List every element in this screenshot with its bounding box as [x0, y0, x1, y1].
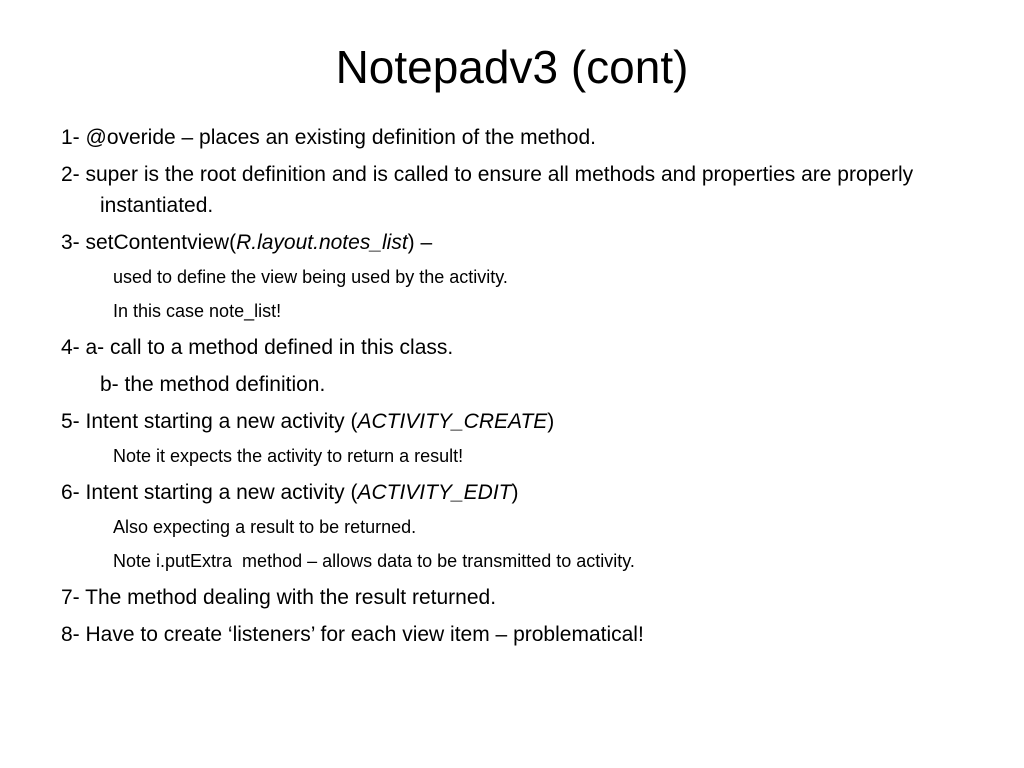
list-item-3 — [61, 227, 961, 258]
list-item-6-suffix: ) — [511, 481, 519, 504]
list-item-5-code: ACTIVITY_CREATE — [357, 410, 548, 433]
list-item-3-text: 3- setContentview( — [61, 231, 237, 254]
list-item-3-code: R.layout.notes_list — [236, 231, 408, 254]
list-item-6-code: ACTIVITY_EDIT — [357, 481, 512, 504]
sub-item-6-2: Note i.putExtra method – allows data to be transmitted to activity. — [113, 551, 635, 571]
sub-item-3-1: used to define the view being used by the activity. — [113, 267, 508, 287]
list-item-5-text: 5- Intent starting a new activity ( — [61, 410, 358, 433]
list-item-6-text: 6- Intent starting a new activity ( — [61, 481, 358, 504]
slide-body — [61, 122, 961, 656]
list-item-5-suffix: ) — [547, 410, 555, 433]
sub-item-3-2: In this case note_list! — [113, 301, 282, 321]
sub-item-5-1: Note it expects the activity to return a result! — [113, 446, 464, 466]
list-item-3-suffix: ) – — [407, 231, 433, 254]
list-item-1: 1- @overide – places an existing definition of the method. — [61, 126, 596, 149]
slide-title: Notepadv3 (cont) — [335, 41, 689, 93]
list-item-4b: b- the method definition. — [100, 373, 326, 396]
list-item-6 — [61, 477, 961, 508]
list-item-8: 8- Have to create ‘listeners’ for each view item – problematical! — [61, 623, 644, 646]
list-item-5 — [61, 406, 961, 437]
list-item-2: 2- super is the root definition and is called to ensure all methods and properties are properly instantiated. — [61, 163, 914, 217]
list-item-7: 7- The method dealing with the result returned. — [61, 586, 497, 609]
list-item-4a: 4- a- call to a method defined in this class. — [61, 336, 454, 359]
sub-item-6-1: Also expecting a result to be returned. — [113, 517, 417, 537]
